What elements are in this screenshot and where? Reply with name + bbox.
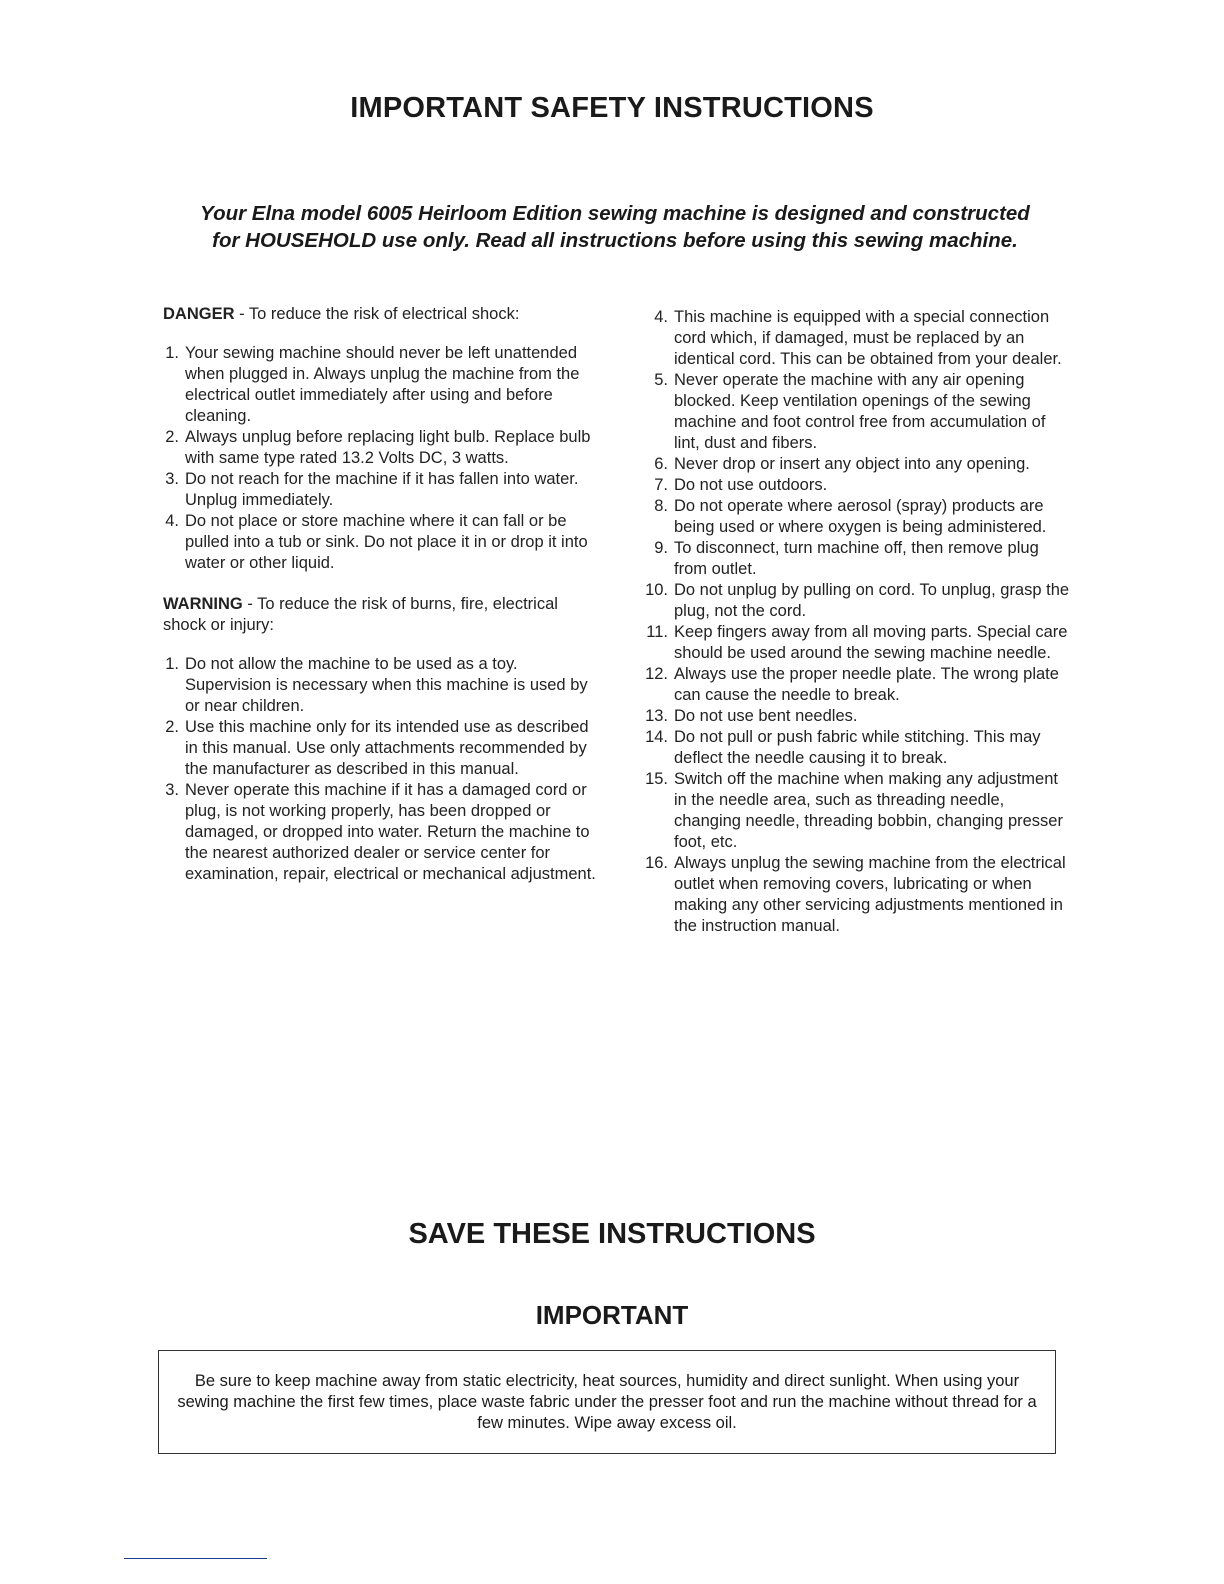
- intro-line-2: for HOUSEHOLD use only. Read all instructions before using this sewing machine.: [212, 229, 1018, 252]
- item-text: Never operate this machine if it has a damaged cord or plug, is not working properly, has been dropped or damaged, or dropped into water. Return the machine to the nearest authorized dealer or service center for examination, repair, electrical or mechanical adjustment.: [185, 781, 596, 883]
- list-item: [640, 706, 1070, 727]
- left-column: [163, 304, 603, 885]
- important-title: IMPORTANT: [535, 1300, 689, 1330]
- item-number: 7.: [654, 476, 668, 494]
- item-number: 2.: [165, 718, 179, 736]
- warning-list-left: [163, 654, 603, 885]
- danger-label: DANGER: [163, 305, 235, 323]
- item-text: Switch off the machine when making any adjustment in the needle area, such as threading needle, changing needle, threading bobbin, changing presser foot, etc.: [674, 770, 1063, 851]
- list-item: [163, 654, 603, 717]
- intro-statement: [120, 200, 1110, 254]
- item-text: Do not operate where aerosol (spray) products are being used or where oxygen is being administered.: [674, 497, 1047, 536]
- item-number: 1.: [165, 655, 179, 673]
- item-number: 8.: [654, 497, 668, 515]
- item-text: To disconnect, turn machine off, then remove plug from outlet.: [674, 539, 1039, 578]
- warning-text: - To reduce the risk of burns, fire, electrical shock or injury:: [163, 595, 558, 634]
- item-number: 9.: [654, 539, 668, 557]
- item-number: 1.: [165, 344, 179, 362]
- save-instructions-title: SAVE THESE INSTRUCTIONS: [408, 1218, 816, 1250]
- item-number: 11.: [646, 623, 668, 641]
- item-number: 14.: [645, 728, 668, 746]
- list-item: [640, 622, 1070, 664]
- list-item: [640, 454, 1070, 475]
- item-text: Always unplug before replacing light bulb. Replace bulb with same type rated 13.2 Volts DC, 3 watts.: [185, 428, 591, 467]
- item-text: Do not unplug by pulling on cord. To unplug, grasp the plug, not the cord.: [674, 581, 1070, 620]
- item-number: 12.: [645, 665, 668, 683]
- item-number: 16.: [645, 854, 668, 872]
- item-number: 5.: [654, 371, 668, 389]
- list-item: [640, 496, 1070, 538]
- list-item: [163, 343, 603, 427]
- item-number: 3.: [165, 470, 179, 488]
- item-text: Do not use bent needles.: [674, 707, 858, 725]
- item-text: Your sewing machine should never be left unattended when plugged in. Always unplug the machine from the electrical outlet immediately after using and before cleaning.: [185, 344, 580, 425]
- item-text: Do not allow the machine to be used as a toy. Supervision is necessary when this machine is used by or near children.: [185, 655, 588, 715]
- item-text: Use this machine only for its intended use as described in this manual. Use only attachments recommended by the manufacturer as described in this manual.: [185, 718, 589, 778]
- list-item: [163, 717, 603, 780]
- intro-line-1: Your Elna model 6005 Heirloom Edition sewing machine is designed and constructed: [200, 202, 1030, 225]
- item-text: Never drop or insert any object into any opening.: [674, 455, 1030, 473]
- item-number: 13.: [645, 707, 668, 725]
- item-number: 15.: [645, 770, 668, 788]
- item-number: 6.: [654, 455, 668, 473]
- list-item: [640, 580, 1070, 622]
- item-number: 2.: [165, 428, 179, 446]
- danger-list: [163, 343, 603, 574]
- item-number: 4.: [654, 308, 668, 326]
- right-column: [640, 307, 1070, 937]
- list-item: [640, 664, 1070, 706]
- notice-box: [158, 1350, 1056, 1454]
- warning-list-right: [640, 307, 1070, 937]
- item-number: 3.: [165, 781, 179, 799]
- item-text: Never operate the machine with any air opening blocked. Keep ventilation openings of the sewing machine and foot control free from accumulation of lint, dust and fibers.: [674, 371, 1046, 452]
- list-item: [640, 475, 1070, 496]
- list-item: [640, 370, 1070, 454]
- item-text: This machine is equipped with a special connection cord which, if damaged, must be replaced by an identical cord. This can be obtained from your dealer.: [674, 308, 1062, 368]
- bottom-rule: [124, 1558, 267, 1559]
- list-item: [640, 853, 1070, 937]
- warning-label: WARNING: [163, 595, 243, 613]
- item-text: Always unplug the sewing machine from the electrical outlet when removing covers, lubricating or when making any other servicing adjustments mentioned in the instruction manual.: [674, 854, 1066, 935]
- warning-heading: [163, 594, 603, 636]
- list-item: [640, 307, 1070, 370]
- list-item: [163, 511, 603, 574]
- list-item: [163, 780, 603, 885]
- list-item: [640, 538, 1070, 580]
- item-text: Do not reach for the machine if it has fallen into water. Unplug immediately.: [185, 470, 579, 509]
- notice-text: Be sure to keep machine away from static electricity, heat sources, humidity and direct sunlight. When using your sewing machine the first few times, place waste fabric under the presser foot and run the machine without thread for a few minutes. Wipe away excess oil.: [177, 1372, 1037, 1432]
- item-text: Do not place or store machine where it can fall or be pulled into a tub or sink. Do not place it in or drop it into water or other liquid.: [185, 512, 588, 572]
- item-text: Always use the proper needle plate. The wrong plate can cause the needle to break.: [674, 665, 1059, 704]
- item-text: Do not pull or push fabric while stitching. This may deflect the needle causing it to break.: [674, 728, 1041, 767]
- danger-heading: [163, 304, 603, 325]
- list-item: [163, 427, 603, 469]
- page-title: IMPORTANT SAFETY INSTRUCTIONS: [350, 92, 874, 124]
- item-number: 10.: [645, 581, 668, 599]
- list-item: [640, 769, 1070, 853]
- item-text: Keep fingers away from all moving parts. Special care should be used around the sewing machine needle.: [674, 623, 1068, 662]
- danger-text: - To reduce the risk of electrical shock:: [234, 305, 520, 323]
- list-item: [163, 469, 603, 511]
- list-item: [640, 727, 1070, 769]
- item-text: Do not use outdoors.: [674, 476, 828, 494]
- item-number: 4.: [165, 512, 179, 530]
